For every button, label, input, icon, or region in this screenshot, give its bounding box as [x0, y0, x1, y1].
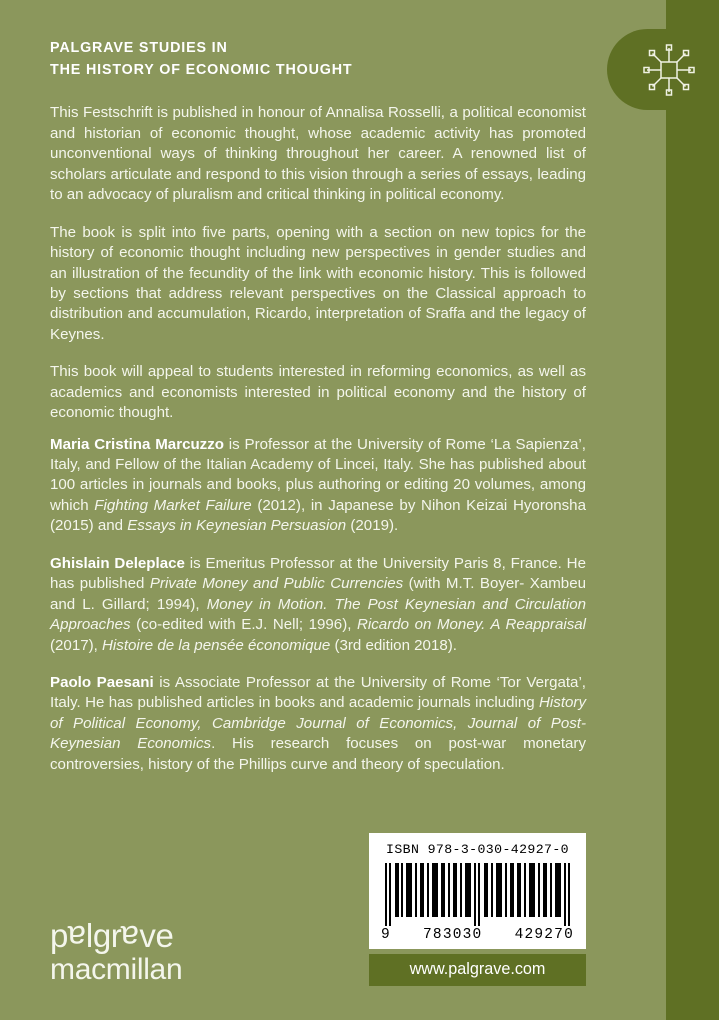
back-cover-text — [50, 38, 586, 792]
ean13-barcode — [379, 863, 576, 926]
author-bio-list — [50, 435, 586, 776]
work-title: Fighting Market Failure — [94, 496, 252, 514]
bio-text: (2019). — [346, 517, 399, 535]
barcode-digit-group-2: 429270 — [514, 927, 574, 943]
bio-text: (co-edited with E.J. Nell; 1996), — [130, 616, 357, 634]
work-title: Histoire de la pensée économique — [102, 636, 331, 654]
series-title-line-1: PALGRAVE STUDIES IN — [50, 40, 228, 56]
bio-text: (3rd edition 2018). — [330, 636, 457, 654]
author-name: Paolo Paesani — [50, 673, 154, 691]
website-url: www.palgrave.com — [369, 954, 586, 986]
author-name: Maria Cristina Marcuzzo — [50, 435, 224, 453]
author-bio — [50, 673, 586, 775]
spine-band — [666, 0, 719, 1020]
work-title: History of Political Economy, Cambridge Journal of Economics, Journal of Post-Keynesian Economics — [50, 694, 586, 753]
bio-text: (with M.T. Boyer- Xambeu and L. Gillard; 1994), — [50, 575, 586, 613]
bio-text: is Professor at the University of Rome ‘La Sapienza’, Italy, and Fellow of the Italian Academy of Lincei, Italy. She has published about 100 articles in journals and books, plus authoring or editing 20 volumes, among which — [50, 435, 586, 514]
bio-text: . His research focuses on post-war monetary controversies, history of the Phillips curve and theory of speculation. — [50, 735, 586, 773]
bio-text: (2012), in Japanese by Nihon Keizai Hyoronsha (2015) and — [50, 496, 586, 535]
barcode-block — [369, 833, 586, 986]
bio-text: (2017), — [50, 636, 103, 654]
author-bio — [50, 554, 586, 656]
bio-text: is Associate Professor at the University of Rome ‘Tor Vergata’, Italy. He has published articles in books and academic journals including — [50, 673, 586, 712]
barcode-digit-group-1: 783030 — [423, 927, 483, 943]
bio-text: is Emeritus Professor at the University Paris 8, France. He has published — [50, 554, 586, 593]
author-bio — [50, 435, 586, 537]
logo-macmillan: macmillan — [50, 952, 183, 986]
author-name: Ghislain Deleplace — [50, 554, 185, 572]
isbn-label: ISBN 978-3-030-42927-0 — [386, 842, 569, 857]
work-title: Money in Motion. The Post Keynesian and Circulation Approaches — [50, 595, 586, 634]
blurb-paragraph: This Festschrift is published in honour of Annalisa Rosselli, a political economist and historian of economic thought, whose academic activity has promoted unconventional ways of thinking throughout her career. A renowned list of scholars articulate and respond to this vision through a series of essays, leading to an advocacy of pluralism and critical thinking in political economy. — [50, 104, 586, 204]
blurb-list — [50, 103, 586, 423]
blurb-paragraph: This book will appeal to students interested in reforming economics, as well as academics and economists interested in political economy and the history of economic thought. — [50, 363, 586, 422]
barcode-card — [369, 833, 586, 949]
palgrave-radiating-square-emblem — [640, 41, 698, 99]
palgrave-macmillan-logo — [50, 919, 182, 986]
logo-palgrave: palgrave — [50, 917, 174, 956]
barcode-digit-prefix: 9 — [381, 927, 391, 943]
emblem-tab — [607, 29, 719, 110]
blurb-paragraph: The book is split into five parts, opening with a section on new topics for the history of economic thought including new perspectives in gender studies and an illustration of the fecundity of the link with economic history. This is followed by sections that address relevant perspectives on the Classical approach to distribution and accumulation, Ricardo, interpretation of Sraffa and the legacy of Keynes. — [50, 223, 586, 343]
series-title-line-2: THE HISTORY OF ECONOMIC THOUGHT — [50, 61, 353, 78]
work-title: Ricardo on Money. A Reappraisal — [357, 616, 586, 634]
series-title — [50, 38, 586, 81]
work-title: Essays in Keynesian Persuasion — [127, 517, 347, 535]
barcode-digits — [379, 927, 576, 943]
work-title: Private Money and Public Currencies — [149, 575, 404, 593]
